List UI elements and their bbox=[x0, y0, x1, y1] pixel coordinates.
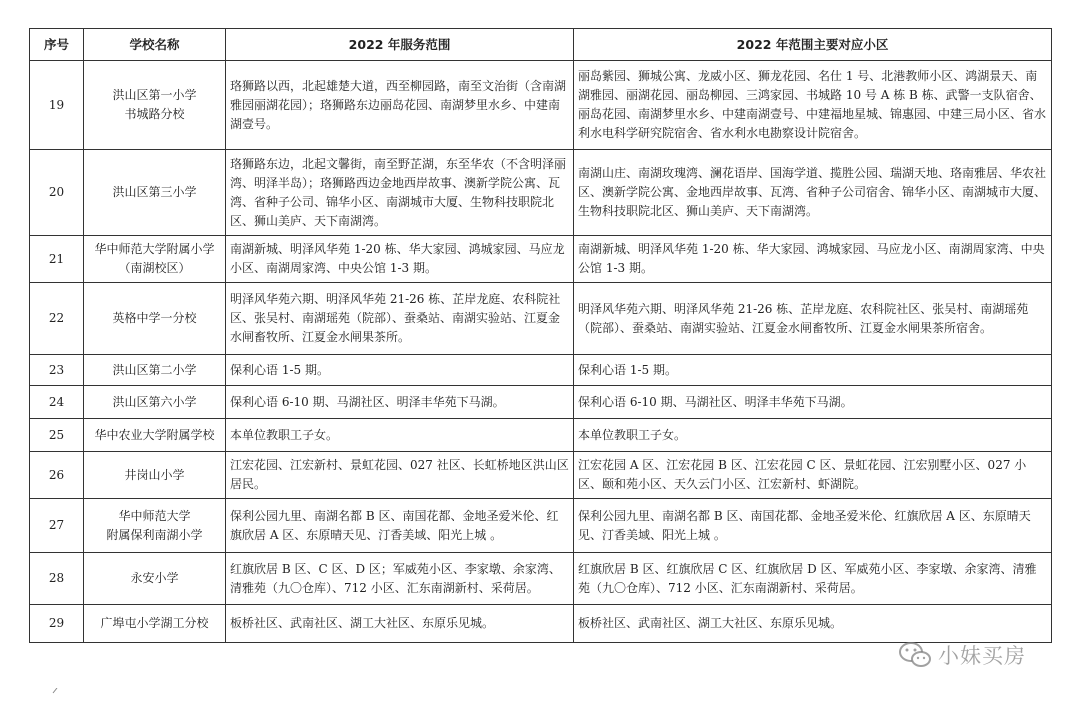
main-estates: 保利心语 1-5 期。 bbox=[574, 355, 1052, 386]
service-range: 明泽风华苑六期、明泽风华苑 21-26 栋、芷岸龙庭、农科院社区、张吴村、南湖瑶苑（院部）、蚕桑站、南湖实验站、江夏金水闸畜牧所、江夏金水闸果茶所。 bbox=[226, 283, 574, 355]
school-name bbox=[84, 283, 226, 355]
school-name-line: 洪山区第一小学 bbox=[112, 88, 197, 102]
table-row bbox=[30, 499, 1052, 553]
service-range: 红旗欣居 B 区、C 区、D 区；军威苑小区、李家墩、余家湾、清雅苑（九〇仓库）、712 小区、汇东南湖新村、采荷居。 bbox=[226, 553, 574, 605]
row-number: 21 bbox=[30, 236, 84, 283]
table-row bbox=[30, 236, 1052, 283]
main-estates: 南湖山庄、南湖玫瑰湾、澜花语岸、国海学道、揽胜公园、瑞湖天地、珞南雅居、华农社区、澳新学院公寓、金地西岸故事、瓦湾、省种子公司宿舍、锦华小区、南湖城市大厦、生物科技职院北区、狮山美庐、天下南湖湾。 bbox=[574, 150, 1052, 236]
school-name bbox=[84, 605, 226, 643]
watermark bbox=[898, 640, 1026, 670]
school-name-line: 洪山区第六小学 bbox=[112, 394, 197, 409]
table-row bbox=[30, 150, 1052, 236]
school-name-line: 华中师范大学 bbox=[118, 508, 191, 523]
school-name-line: 井岗山小学 bbox=[124, 467, 185, 482]
table-header-row bbox=[30, 29, 1052, 61]
row-number: 23 bbox=[30, 355, 84, 386]
service-range: 珞狮路东边，北起文馨街，南至野芷湖，东至华农（不含明泽丽湾、明泽半岛）；珞狮路西边金地西岸故事、澳新学院公寓、瓦湾、省种子公司、锦华小区、南湖城市大厦、生物科技职院北区、狮山美庐、天下南湖湾。 bbox=[226, 150, 574, 236]
service-range: 本单位教职工子女。 bbox=[226, 419, 574, 452]
table-row bbox=[30, 605, 1052, 643]
row-number: 20 bbox=[30, 150, 84, 236]
school-name bbox=[84, 150, 226, 236]
header-estates: 2022 年范围主要对应小区 bbox=[574, 29, 1052, 61]
table-row bbox=[30, 355, 1052, 386]
school-name-line: 广埠屯小学湖工分校 bbox=[100, 616, 209, 630]
school-name bbox=[84, 499, 226, 553]
row-number: 27 bbox=[30, 499, 84, 553]
school-name bbox=[84, 61, 226, 150]
row-number: 26 bbox=[30, 452, 84, 499]
service-range: 保利心语 1-5 期。 bbox=[226, 355, 574, 386]
main-estates: 保利心语 6-10 期、马湖社区、明泽丰华苑下马湖。 bbox=[574, 386, 1052, 419]
main-estates: 明泽风华苑六期、明泽风华苑 21-26 栋、芷岸龙庭、农科院社区、张吴村、南湖瑶苑（院部）、蚕桑站、南湖实验站、江夏金水闸畜牧所、江夏金水闸果茶所宿舍。 bbox=[574, 283, 1052, 355]
table-row bbox=[30, 61, 1052, 150]
service-range: 江宏花园、江宏新村、景虹花园、027 社区、长虹桥地区洪山区居民。 bbox=[226, 452, 574, 499]
school-name bbox=[84, 355, 226, 386]
school-name-line: 华中师范大学附属小学 bbox=[94, 242, 215, 256]
service-range: 保利公园九里、南湖名都 B 区、南国花都、金地圣爱米伦、红旗欣居 A 区、东原晴天见、汀香美域、阳光上城 。 bbox=[226, 499, 574, 553]
row-number: 24 bbox=[30, 386, 84, 419]
school-name-line: （南湖校区） bbox=[118, 261, 191, 275]
watermark-text: 小妹买房 bbox=[938, 644, 1026, 668]
school-name-line: 洪山区第三小学 bbox=[112, 185, 197, 199]
school-name bbox=[84, 386, 226, 419]
table-row bbox=[30, 386, 1052, 419]
main-estates: 江宏花园 A 区、江宏花园 B 区、江宏花园 C 区、景虹花园、江宏别墅小区、027 小区、颐和苑小区、天久云门小区、江宏新村、虾湖院。 bbox=[574, 452, 1052, 499]
school-name-line: 华中农业大学附属学校 bbox=[94, 427, 215, 442]
header-school: 学校名称 bbox=[84, 29, 226, 61]
school-name-line: 书城路分校 bbox=[124, 107, 185, 121]
school-name bbox=[84, 236, 226, 283]
table-row bbox=[30, 452, 1052, 499]
school-name bbox=[84, 419, 226, 452]
school-name-line: 永安小学 bbox=[130, 571, 179, 585]
table-row bbox=[30, 419, 1052, 452]
school-name-line: 英格中学一分校 bbox=[112, 311, 197, 325]
service-range: 珞狮路以西，北起雄楚大道，西至柳园路，南至文治街（含南湖雅园丽湖花园）；珞狮路东边丽岛花园、南湖梦里水乡、中建南湖壹号。 bbox=[226, 61, 574, 150]
row-number: 25 bbox=[30, 419, 84, 452]
row-number: 19 bbox=[30, 61, 84, 150]
row-number: 29 bbox=[30, 605, 84, 643]
main-estates: 保利公园九里、南湖名都 B 区、南国花都、金地圣爱米伦、红旗欣居 A 区、东原晴天见、汀香美域、阳光上城 。 bbox=[574, 499, 1052, 553]
main-estates: 板桥社区、武南社区、湖工大社区、东原乐见城。 bbox=[574, 605, 1052, 643]
service-range: 保利心语 6-10 期、马湖社区、明泽丰华苑下马湖。 bbox=[226, 386, 574, 419]
school-name-line: 附属保利南湖小学 bbox=[106, 527, 203, 542]
main-estates: 丽岛紫园、狮城公寓、龙威小区、狮龙花园、名仕 1 号、北港教师小区、鸿湖景天、南湖雅园、丽湖花园、丽岛柳园、三鸿家园、书城路 10 号 A 栋 B 栋、武警一支队宿舍、丽岛花园、南湖梦里水乡、中建南湖壹号、中建福地星城、锦惠园、中建三局小区、省水利水电科学研究院宿舍、省水利水电勘察设计院宿舍。 bbox=[574, 61, 1052, 150]
row-number: 28 bbox=[30, 553, 84, 605]
row-number: 22 bbox=[30, 283, 84, 355]
table-row bbox=[30, 553, 1052, 605]
school-name bbox=[84, 553, 226, 605]
header-range: 2022 年服务范围 bbox=[226, 29, 574, 61]
main-estates: 南湖新城、明泽风华苑 1-20 栋、华大家园、鸿城家园、马应龙小区、南湖周家湾、中央公馆 1-3 期。 bbox=[574, 236, 1052, 283]
school-zone-table bbox=[29, 28, 1052, 643]
school-name bbox=[84, 452, 226, 499]
wechat-icon bbox=[898, 640, 932, 670]
service-range: 板桥社区、武南社区、湖工大社区、东原乐见城。 bbox=[226, 605, 574, 643]
main-estates: 红旗欣居 B 区、红旗欣居 C 区、红旗欣居 D 区、军威苑小区、李家墩、余家湾、清雅苑（九〇仓库）、712 小区、汇东南湖新村、采荷居。 bbox=[574, 553, 1052, 605]
header-no: 序号 bbox=[30, 29, 84, 61]
service-range: 南湖新城、明泽风华苑 1-20 栋、华大家园、鸿城家园、马应龙小区、南湖周家湾、中央公馆 1-3 期。 bbox=[226, 236, 574, 283]
page-mark bbox=[52, 688, 58, 694]
school-name-line: 洪山区第二小学 bbox=[112, 362, 197, 377]
table-row bbox=[30, 283, 1052, 355]
main-estates: 本单位教职工子女。 bbox=[574, 419, 1052, 452]
